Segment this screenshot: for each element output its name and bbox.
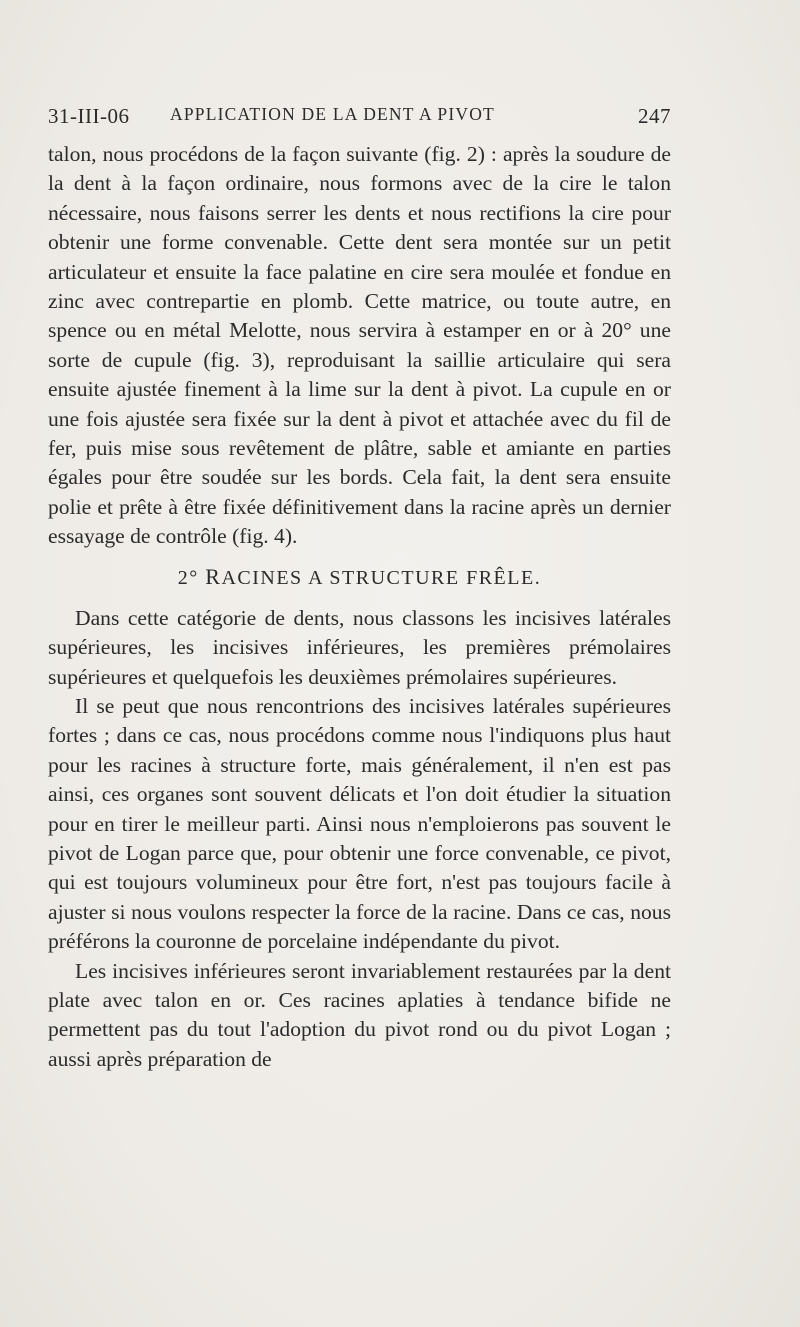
- section-title-rest: ACINES A STRUCTURE FRÊLE.: [221, 566, 542, 589]
- header-date: 31-III-06: [48, 104, 130, 128]
- header-running-title: APPLICATION DE LA DENT A PIVOT: [170, 104, 495, 124]
- page-number: 247: [638, 104, 671, 128]
- paragraph-lower-incisors: Les incisives inférieures seront invariablement restaurées par la dent plate avec talon en or. Ces racines aplaties à tendance bifide ne permettent pas du tout l'adoption du pivot rond ou du pivot Logan ; aussi après préparation de: [48, 958, 671, 1071]
- running-header: [48, 100, 671, 132]
- section-number: 2°: [177, 566, 199, 589]
- paragraph-continuation: talon, nous procédons de la façon suivante (fig. 2) : après la soudure de la dent à la façon ordinaire, nous formons avec de la cire le talon nécessaire, nous faisons serrer les dents et nous rectifions la cire pour obtenir une forme convenable. Cette dent sera montée sur un petit articulateur et ensuite la face palatine en cire sera moulée et fondue en zinc avec contrepartie en plomb. Cette matrice, ou toute autre, en spence ou en métal Melotte, nous servira à estamper en or à 20° une sorte de cupule (fig. 3), reproduisant la saillie articulaire qui sera ensuite ajustée finement à la lime sur la dent à pivot. La cupule en or une fois ajustée sera fixée sur la dent à pivot et attachée avec du fil de fer, puis mise sous revêtement de plâtre, sable et amiante en parties égales pour être soudée sur les bords. Cela fait, la dent sera ensuite polie et prête à être fixée définitivement dans la racine après un dernier essayage de contrôle (fig. 4).: [48, 142, 671, 549]
- section-title-initial: R: [205, 563, 222, 589]
- section-heading: [48, 562, 671, 593]
- body-text: [48, 140, 671, 1074]
- paragraph-categories: Dans cette catégorie de dents, nous classons les incisives latérales supérieures, les incisives inférieures, les premières prémolaires supérieures et quelquefois les deuxièmes prémolaires supérieures.: [48, 605, 671, 689]
- paragraph-lateral-incisors: Il se peut que nous rencontrions des incisives latérales supérieures fortes ; dans ce cas, nous procédons comme nous l'indiquons plus haut pour les racines à structure forte, mais généralement, il n'en est pas ainsi, ces organes sont souvent délicats et l'on doit étudier la situation pour en tirer le meilleur parti. Ainsi nous n'emploierons pas souvent le pivot de Logan parce que, pour obtenir une force convenable, ce pivot, qui est toujours volumineux pour être fort, n'est pas toujours facile à ajuster si nous voulons respecter la force de la racine. Dans ce cas, nous préférons la couronne de porcelaine indépendante du pivot.: [48, 693, 671, 954]
